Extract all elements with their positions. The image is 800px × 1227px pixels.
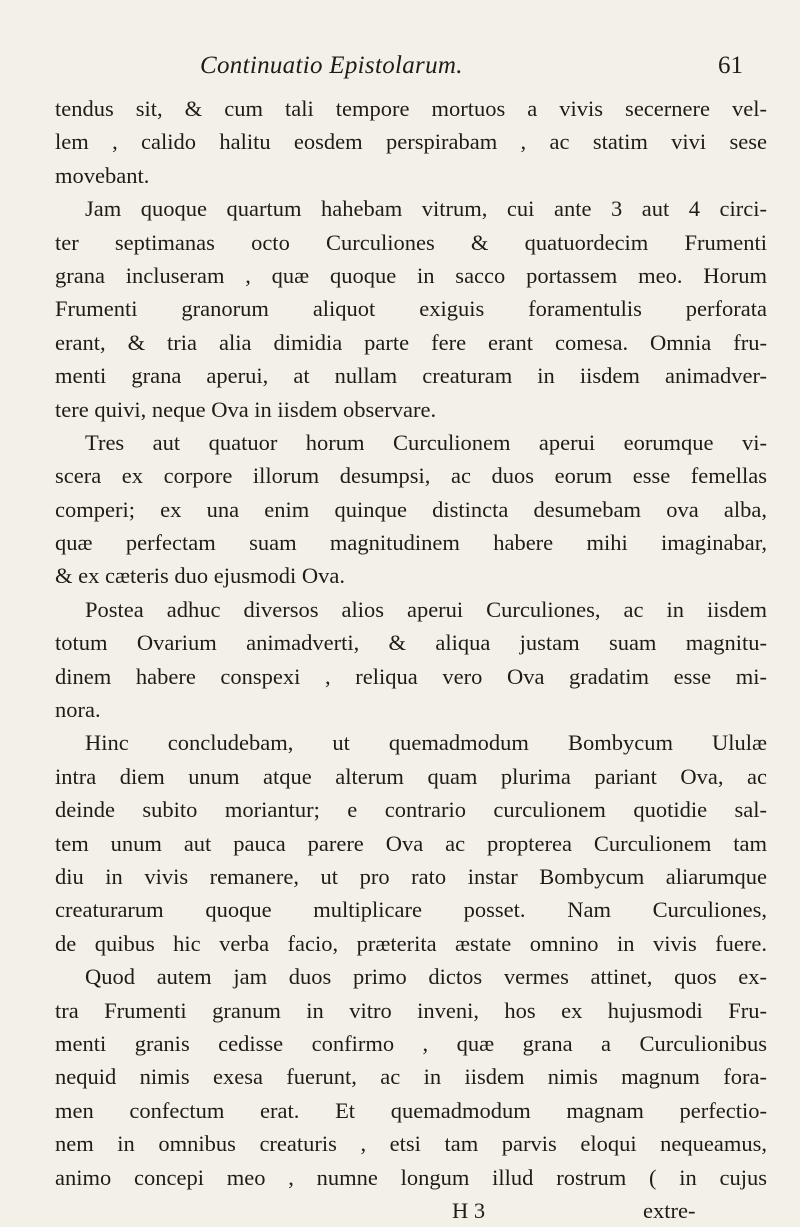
text-line: creaturarum quoque multiplicare posset. Nam Curculiones, — [55, 897, 767, 923]
text-line: Frumenti granorum aliquot exiguis foramentulis perforata — [55, 296, 767, 322]
signature-mark: H 3 — [452, 1197, 486, 1223]
text-line: Jam quoque quartum hahebam vitrum, cui ante 3 aut 4 circi- — [85, 196, 767, 222]
text-line: grana incluseram , quæ quoque in sacco portassem meo. Horum — [55, 262, 767, 288]
text-line: tem unum aut pauca parere Ova ac propterea Curculionem tam — [55, 830, 767, 856]
text-line: nora. — [55, 697, 101, 723]
text-line: dinem habere conspexi , reliqua vero Ova gradatim esse mi- — [55, 663, 767, 689]
text-line: animo concepi meo , numne longum illud rostrum ( in cujus — [55, 1164, 767, 1190]
text-line: comperi; ex una enim quinque distincta desumebam ova alba, — [55, 496, 767, 522]
text-line: scera ex corpore illorum desumpsi, ac duos eorum esse femellas — [55, 463, 767, 489]
text-line: nem in omnibus creaturis , etsi tam parvis eloqui nequeamus, — [55, 1131, 767, 1157]
text-line: quæ perfectam suam magnitudinem habere mihi imaginabar, — [55, 530, 767, 556]
text-line: tendus sit, & cum tali tempore mortuos a vivis secernere vel- — [55, 96, 767, 121]
catchword: extre- — [643, 1197, 696, 1223]
text-line: de quibus hic verba facio, præterita æstate omnino in vivis fuere. — [55, 930, 767, 956]
text-line: menti grana aperui, at nullam creaturam in iisdem animadver- — [55, 363, 767, 389]
text-line: diu in vivis remanere, ut pro rato instar Bombycum aliarumque — [55, 863, 767, 889]
page-header — [0, 52, 800, 86]
text-line: Quod autem jam duos primo dictos vermes attinet, quos ex- — [85, 964, 767, 990]
text-line: nequid nimis exesa fuerunt, ac in iisdem nimis magnum fora- — [55, 1064, 767, 1090]
text-line: Hinc concludebam, ut quemadmodum Bombycum Ululæ — [85, 730, 767, 756]
text-line: menti granis cedisse confirmo , quæ grana a Curculionibus — [55, 1030, 767, 1056]
text-line: Tres aut quatuor horum Curculionem aperui eorumque vi- — [85, 429, 767, 455]
text-line: lem , calido halitu eosdem perspirabam , ac statim vivi sese — [55, 129, 767, 155]
text-line: & ex cæteris duo ejusmodi Ova. — [55, 563, 345, 589]
page-number: 61 — [718, 52, 743, 79]
body-text — [55, 92, 767, 1227]
text-line: ter septimanas octo Curculiones & quatuordecim Frumenti — [55, 229, 767, 255]
text-line: Postea adhuc diversos alios aperui Curculiones, ac in iisdem — [85, 596, 767, 622]
footer-row — [55, 1194, 767, 1227]
text-line: deinde subito moriantur; e contrario curculionem quotidie sal- — [55, 797, 767, 823]
text-line: tra Frumenti granum in vitro inveni, hos ex hujusmodi Fru- — [55, 997, 767, 1023]
text-line: erant, & tria alia dimidia parte fere erant comesa. Omnia fru- — [55, 329, 767, 355]
running-title: Continuatio Epistolarum. — [200, 52, 463, 79]
text-line: movebant. — [55, 162, 150, 188]
text-line: tere quivi, neque Ova in iisdem observare. — [55, 396, 437, 422]
text-line: men confectum erat. Et quemadmodum magnam perfectio- — [55, 1097, 767, 1123]
text-line: intra diem unum atque alterum quam plurima pariant Ova, ac — [55, 763, 767, 789]
text-line: totum Ovarium animadverti, & aliqua justam suam magnitu- — [55, 630, 767, 656]
